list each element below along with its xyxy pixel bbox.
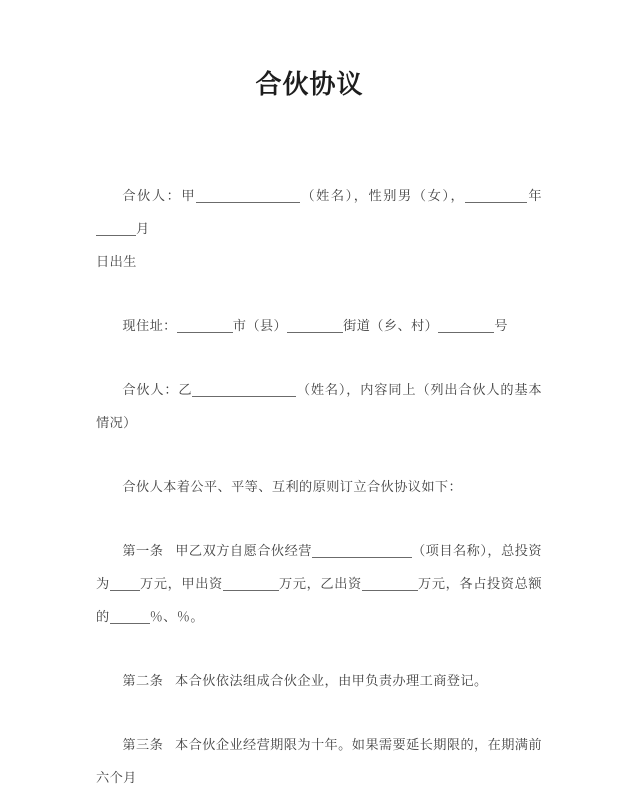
spacer — [96, 279, 542, 310]
page-title: 合伙协议 — [255, 70, 364, 100]
partner-a-birth-year-blank[interactable] — [465, 188, 527, 203]
principles-paragraph: 合伙人本着公平、平等、互利的原则订立合伙协议如下： — [122, 480, 463, 495]
article-2-label: 第二条 — [122, 674, 164, 689]
partner-b-label: 合伙人：乙 — [122, 383, 193, 398]
article-1-label: 第一条 — [122, 544, 164, 559]
spacer — [96, 504, 542, 535]
address-number-unit: 号 — [494, 319, 508, 334]
article-1-text-f: ％、 — [149, 610, 177, 625]
spacer — [96, 440, 542, 471]
article-1-paragraph — [96, 535, 542, 634]
partner-a-birth-month-blank[interactable] — [96, 221, 136, 236]
address-city-blank[interactable] — [177, 318, 233, 333]
article-2-text: 本合伙依法组成合伙企业，由甲负责办理工商登记。 — [175, 674, 488, 689]
article-2-paragraph — [96, 665, 542, 698]
partner-a-birth-suffix: 日出生 — [96, 255, 137, 270]
partner-b-name-blank[interactable] — [192, 382, 296, 397]
spacer — [96, 698, 542, 729]
address-label: 现住址： — [122, 319, 177, 334]
address-city-unit: 市（县） — [232, 319, 288, 334]
article-1-text-a: 甲乙双方自愿合伙经营 — [175, 544, 312, 559]
address-street-unit: 街道（乡、村） — [343, 319, 439, 334]
partner-b-paragraph — [96, 374, 542, 440]
partner-a-paragraph — [96, 180, 542, 246]
address-number-blank[interactable] — [438, 318, 494, 333]
article-1-share-a-blank[interactable] — [110, 609, 150, 624]
partner-a-name-blank[interactable] — [196, 188, 300, 203]
partner-b-suffix: （姓名），内容同上（列出合伙人的基本情况） — [96, 383, 542, 431]
partner-a-label: 合伙人：甲 — [122, 189, 197, 204]
article-1-party-a-amount-blank[interactable] — [223, 576, 279, 591]
article-3-paragraph — [96, 729, 542, 795]
address-street-blank[interactable] — [287, 318, 343, 333]
article-1-text-e: 万元，各占投资总额的 — [96, 577, 542, 625]
document-body — [96, 150, 542, 795]
spacer — [96, 150, 542, 180]
article-1-text-g: ％。 — [176, 610, 204, 625]
address-paragraph — [96, 310, 542, 343]
article-1-total-investment-blank[interactable] — [110, 576, 140, 591]
article-1-text-b: （项目名称），总投资为 — [96, 544, 542, 592]
spacer — [96, 343, 542, 374]
partner-a-gender-text: （姓名），性别男（女）， — [300, 189, 466, 204]
partner-a-year-unit: 年 — [527, 189, 543, 204]
article-1-text-c: 万元，甲出资 — [139, 577, 223, 592]
article-3-label: 第三条 — [122, 738, 164, 753]
article-3-text: 本合伙企业经营期限为十年。如果需要延长期限的，在期满前六个月 — [96, 738, 542, 786]
spacer — [96, 634, 542, 665]
article-1-text-d: 万元，乙出资 — [278, 577, 362, 592]
article-1-project-name-blank[interactable] — [312, 543, 412, 558]
partner-a-month-unit: 月 — [136, 222, 150, 237]
article-1-party-b-amount-blank[interactable] — [362, 576, 418, 591]
